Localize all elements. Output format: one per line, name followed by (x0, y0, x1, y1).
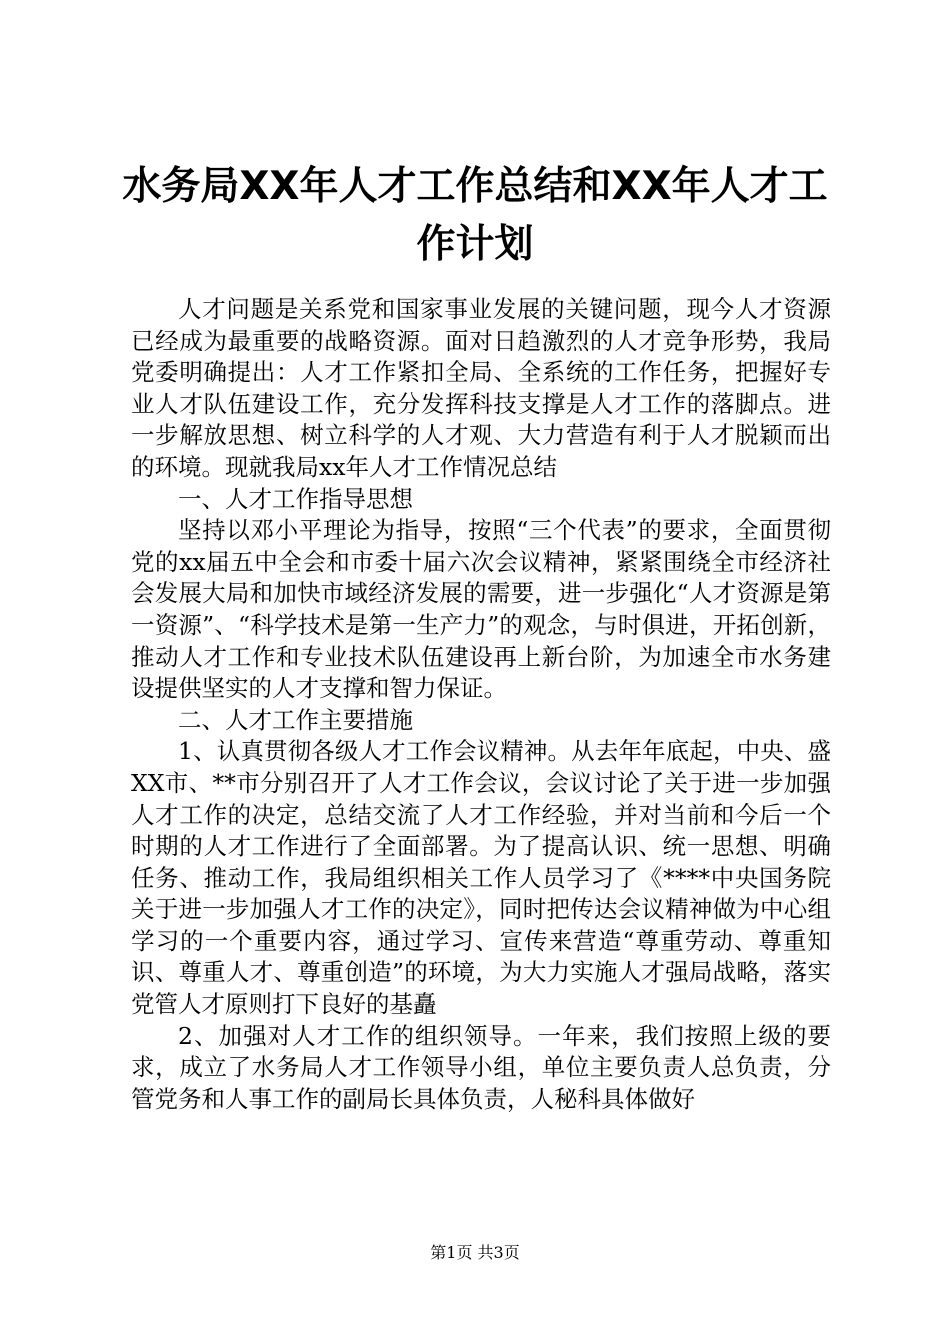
page-footer: 第1页 共3页 (430, 1243, 520, 1262)
measure-1-paragraph: 1、认真贯彻各级人才工作会议精神。从去年年底起，中央、盛XX市、**市分别召开了人才工作会议，会议讨论了关于进一步加强人才工作的决定，总结交流了人才工作经验，并对当前和今后一个时期的人才工作进行了全面部署。为了提高认识、统一思想、明确任务、推动工作，我局组织相关工作人员学习了《****中央国务院关于进一步加强人才工作的决定》，同时把传达会议精神做为中心组学习的一个重要内容，通过学习、宣传来营造“尊重劳动、尊重知识、尊重人才、尊重创造”的环境，为大力实施人才强局战略，落实党管人才原则打下良好的基矗 (131, 737, 831, 1019)
document-title: 水务局XX年人才工作总结和XX年人才工作计划 (122, 164, 828, 267)
section-heading-main-measures: 二、人才工作主要措施 (178, 705, 413, 734)
intro-paragraph: 人才问题是关系党和国家事业发展的关键问题，现今人才资源已经成为最重要的战略资源。面对日趋激烈的人才竞争形势，我局党委明确提出：人才工作紧扣全局、全系统的工作任务，把握好专业人才队伍建设工作，充分发挥科技支撑是人才工作的落脚点。进一步解放思想、树立科学的人才观、大力营造有利于人才脱颖而出的环境。现就我局xx年人才工作情况总结 (131, 295, 831, 481)
guiding-thought-paragraph: 坚持以邓小平理论为指导，按照“三个代表”的要求，全面贯彻党的xx届五中全会和市委十届六次会议精神，紧紧围绕全市经济社会发展大局和加快市域经济发展的需要，进一步强化“人才资源是第一资源”、“科学技术是第一生产力”的观念，与时俱进，开拓创新，推动人才工作和专业技术队伍建设再上新台阶，为加速全市水务建设提供坚实的人才支撑和智力保证。 (131, 516, 831, 703)
document-body (131, 294, 831, 1115)
measure-2-paragraph: 2、加强对人才工作的组织领导。一年来，我们按照上级的要求，成立了水务局人才工作领导小组，单位主要负责人总负责，分管党务和人事工作的副局长具体负责，人秘科具体做好 (131, 1021, 831, 1113)
section-heading-guiding-thought: 一、人才工作指导思想 (178, 484, 413, 513)
